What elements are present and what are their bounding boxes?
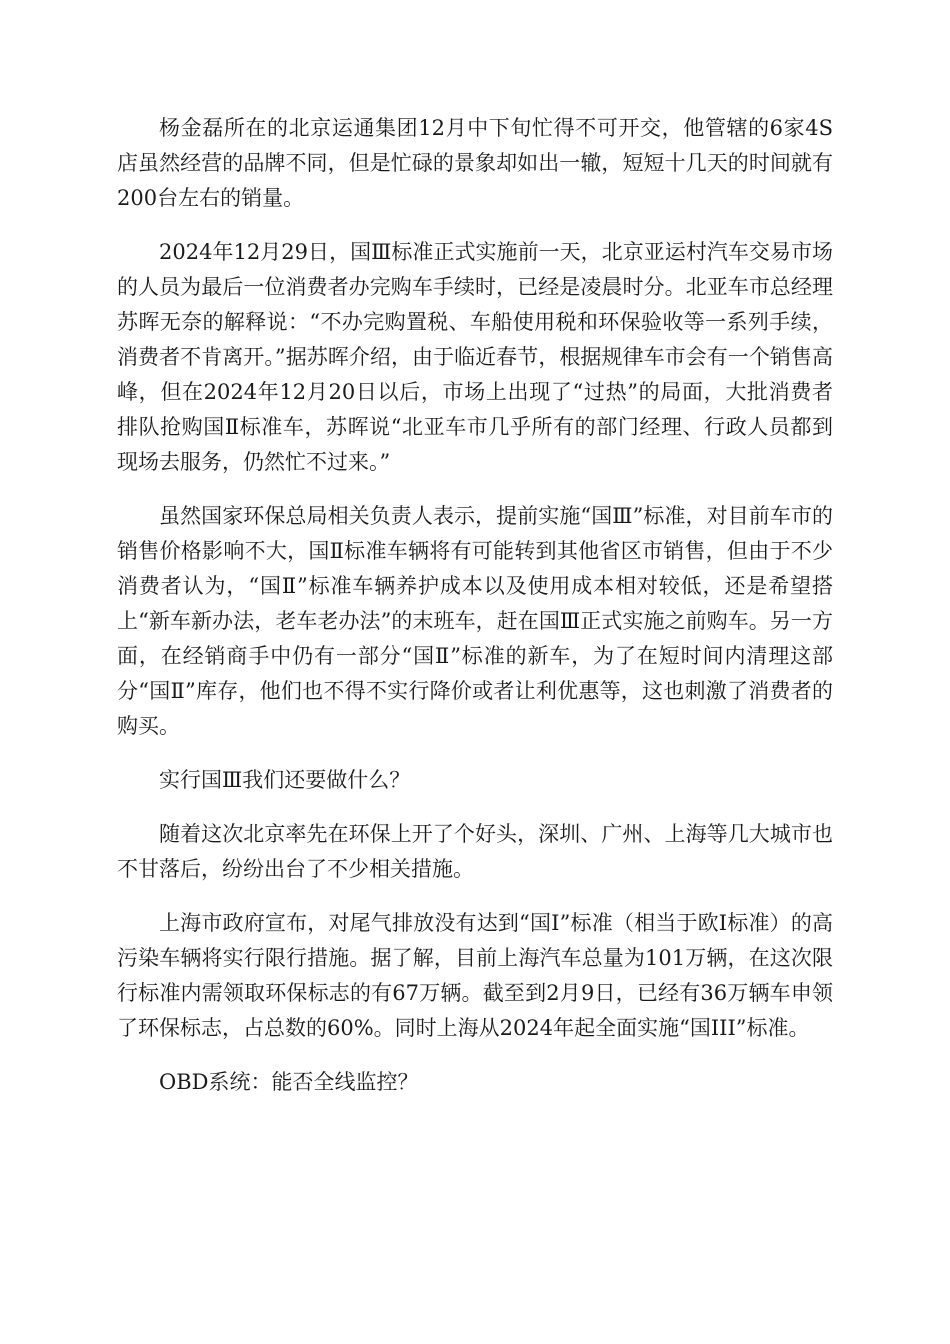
section-heading-obd: OBD系统：能否全线监控？ bbox=[159, 1070, 419, 1094]
document-page bbox=[117, 111, 833, 1119]
paragraph-yayuncun-market: 2024年12月29日，国Ⅲ标准正式实施前一天，北京亚运村汽车交易市场的人员为最后一位消费者办完购车手续时，已经是凌晨时分。北亚车市总经理苏晖无奈的解释说：“不办完购置税、车船使用税和环保验收等一系列手续，消费者不肯离开。”据苏晖介绍，由于临近春节，根据规律车市会有一个销售高峰，但在2024年12月20日以后，市场上出现了“过热”的局面，大批消费者排队抢购国Ⅱ标准车，苏晖说“北亚车市几乎所有的部门经理、行政人员都到现场去服务，仍然忙不过来。” bbox=[117, 240, 833, 474]
paragraph-yang-jinlei: 杨金磊所在的北京运通集团12月中下旬忙得不可开交，他管辖的6家4S店虽然经营的品牌不同，但是忙碌的景象却如出一辙，短短十几天的时间就有200台左右的销量。 bbox=[117, 116, 833, 210]
paragraph-other-cities: 随着这次北京率先在环保上开了个好头，深圳、广州、上海等几大城市也不甘落后，纷纷出台了不少相关措施。 bbox=[117, 822, 833, 881]
paragraph-shanghai: 上海市政府宣布，对尾气排放没有达到“国Ⅰ”标准（相当于欧Ⅰ标准）的高污染车辆将实行限行措施。据了解，目前上海汽车总量为101万辆，在这次限行标准内需领取环保标志的有67万辆。截至到2月9日，已经有36万辆车申领了环保标志，占总数的60%。同时上海从2024年起全面实施“国III”标准。 bbox=[117, 911, 833, 1040]
section-heading-guo3: 实行国Ⅲ我们还要做什么？ bbox=[159, 768, 411, 792]
paragraph-environmental-bureau: 虽然国家环保总局相关负责人表示，提前实施“国Ⅲ”标准，对目前车市的销售价格影响不大，国Ⅱ标准车辆将有可能转到其他省区市销售，但由于不少消费者认为，“国Ⅱ”标准车辆养护成本以及使用成本相对较低，还是希望搭上“新车新办法，老车老办法”的末班车，赶在国Ⅲ正式实施之前购车。另一方面，在经销商手中仍有一部分“国Ⅱ”标准的新车，为了在短时间内清理这部分“国Ⅱ”库存，他们也不得不实行降价或者让利优惠等，这也刺激了消费者的购买。 bbox=[117, 504, 833, 738]
